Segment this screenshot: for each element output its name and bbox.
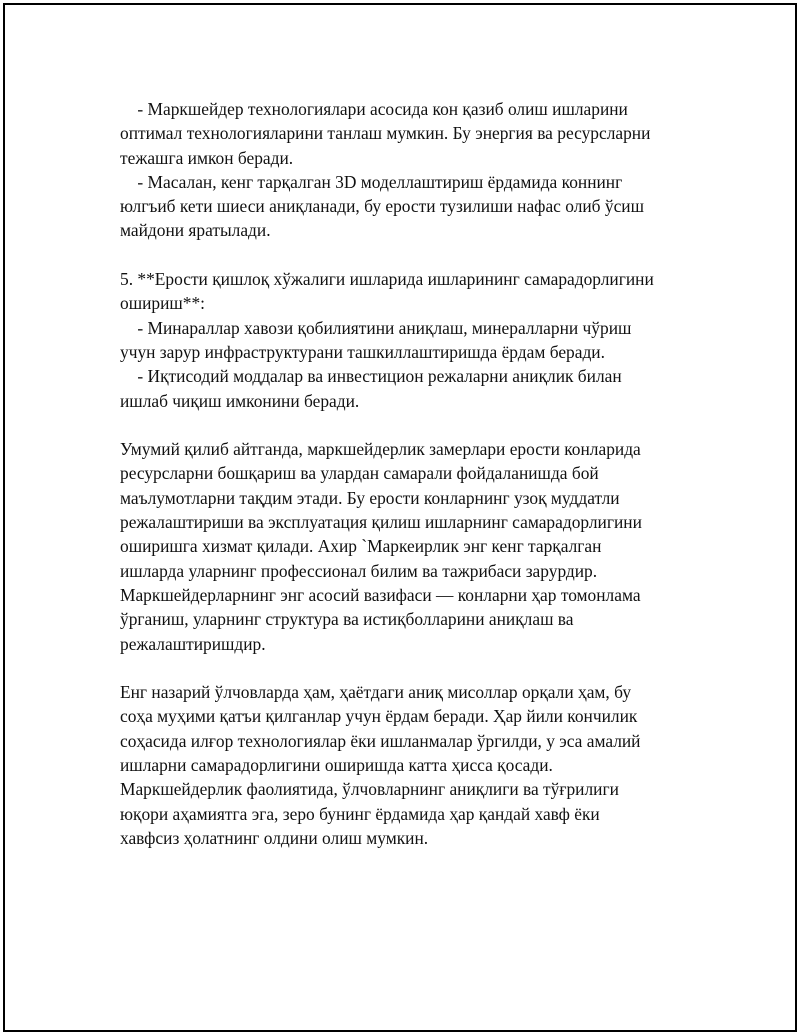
text-line: 5. **Ерости қишлоқ хўжалиги ишларида ишларининг самарадорлигини xyxy=(120,269,654,290)
text-line: - Минараллар хавози қобилиятини аниқлаш, минералларни чўриш xyxy=(120,317,632,338)
text-line: - Иқтисодий моддалар ва инвестицион режаларни аниқлик билан xyxy=(120,366,622,387)
text-line: тежашга имкон беради. xyxy=(120,147,294,168)
text-line: ресурсларни бошқариш ва улардан самарали фойдаланишда бой xyxy=(120,463,599,484)
text-line: маълумотларни тақдим этади. Бу ерости конларнинг узоқ муддатли xyxy=(120,487,620,508)
document-body xyxy=(120,97,700,850)
text-line: ишлаб чиқиш имконини беради. xyxy=(120,390,360,411)
paragraph-spacer xyxy=(120,413,700,437)
text-line: режалаштириши ва эксплуатация қилиш ишларнинг самарадорлигини xyxy=(120,512,642,533)
text-line: Енг назарий ўлчовларда ҳам, ҳаётдаги аниқ мисоллар орқали ҳам, бу xyxy=(120,682,632,703)
paragraph-spacer xyxy=(120,243,700,267)
text-line: оширишга хизмат қилади. Ахир `Маркеирлик энг кенг тарқалган xyxy=(120,536,602,557)
paragraph-technology-bullets xyxy=(120,97,700,243)
text-line: режалаштиришдир. xyxy=(120,633,266,654)
text-line: юлгъиб кети шиеси аниқланади, бу ерости тузилиши нафас олиб ўсиш xyxy=(120,196,644,217)
text-line: Маркшейдерларнинг энг асосий вазифаси — конларни ҳар томонлама xyxy=(120,584,641,605)
text-line: учун зарур инфраструктурани ташкиллаштиришда ёрдам беради. xyxy=(120,341,605,362)
text-line: Умумий қилиб айтганда, маркшейдерлик замерлари ерости конларида xyxy=(120,439,641,460)
text-line: - Масалан, кенг тарқалган 3D моделлаштириш ёрдамида коннинг xyxy=(120,171,623,192)
text-line: - Маркшейдер технологиялари асосида кон қазиб олиш ишларини xyxy=(120,99,628,119)
paragraph-spacer xyxy=(120,656,700,680)
text-line: ошириш**: xyxy=(120,293,206,314)
text-line: хавфсиз ҳолатнинг олдини олиш мумкин. xyxy=(120,827,429,848)
paragraph-conclusion xyxy=(120,680,700,850)
paragraph-summary xyxy=(120,437,700,656)
text-line: оптимал технологияларини танлаш мумкин. Бу энергия ва ресурсларни xyxy=(120,123,651,144)
text-line: майдони яратылади. xyxy=(120,220,271,241)
text-line: ишларни самарадорлигини оширишда катта ҳисса қосади. xyxy=(120,755,553,776)
text-line: соҳа муҳими қатъи қилганлар учун ёрдам беради. Ҳар йили кончилик xyxy=(120,706,638,727)
document-page xyxy=(3,3,797,1032)
text-line: юқори аҳамиятга эга, зеро бунинг ёрдамида ҳар қандай хавф ёки xyxy=(120,803,600,824)
text-line: Маркшейдерлик фаолиятида, ўлчовларнинг аниқлиги ва тўғрилиги xyxy=(120,779,619,800)
text-line: ишларда уларнинг профессионал билим ва тажрибаси зарурдир. xyxy=(120,560,598,581)
text-line: соҳасида илғор технологиялар ёки ишланмалар ўргилди, у эса амалий xyxy=(120,730,641,751)
paragraph-item-5 xyxy=(120,267,700,413)
text-line: ўрганиш, уларнинг структура ва истиқболларини аниқлаш ва xyxy=(120,609,574,630)
